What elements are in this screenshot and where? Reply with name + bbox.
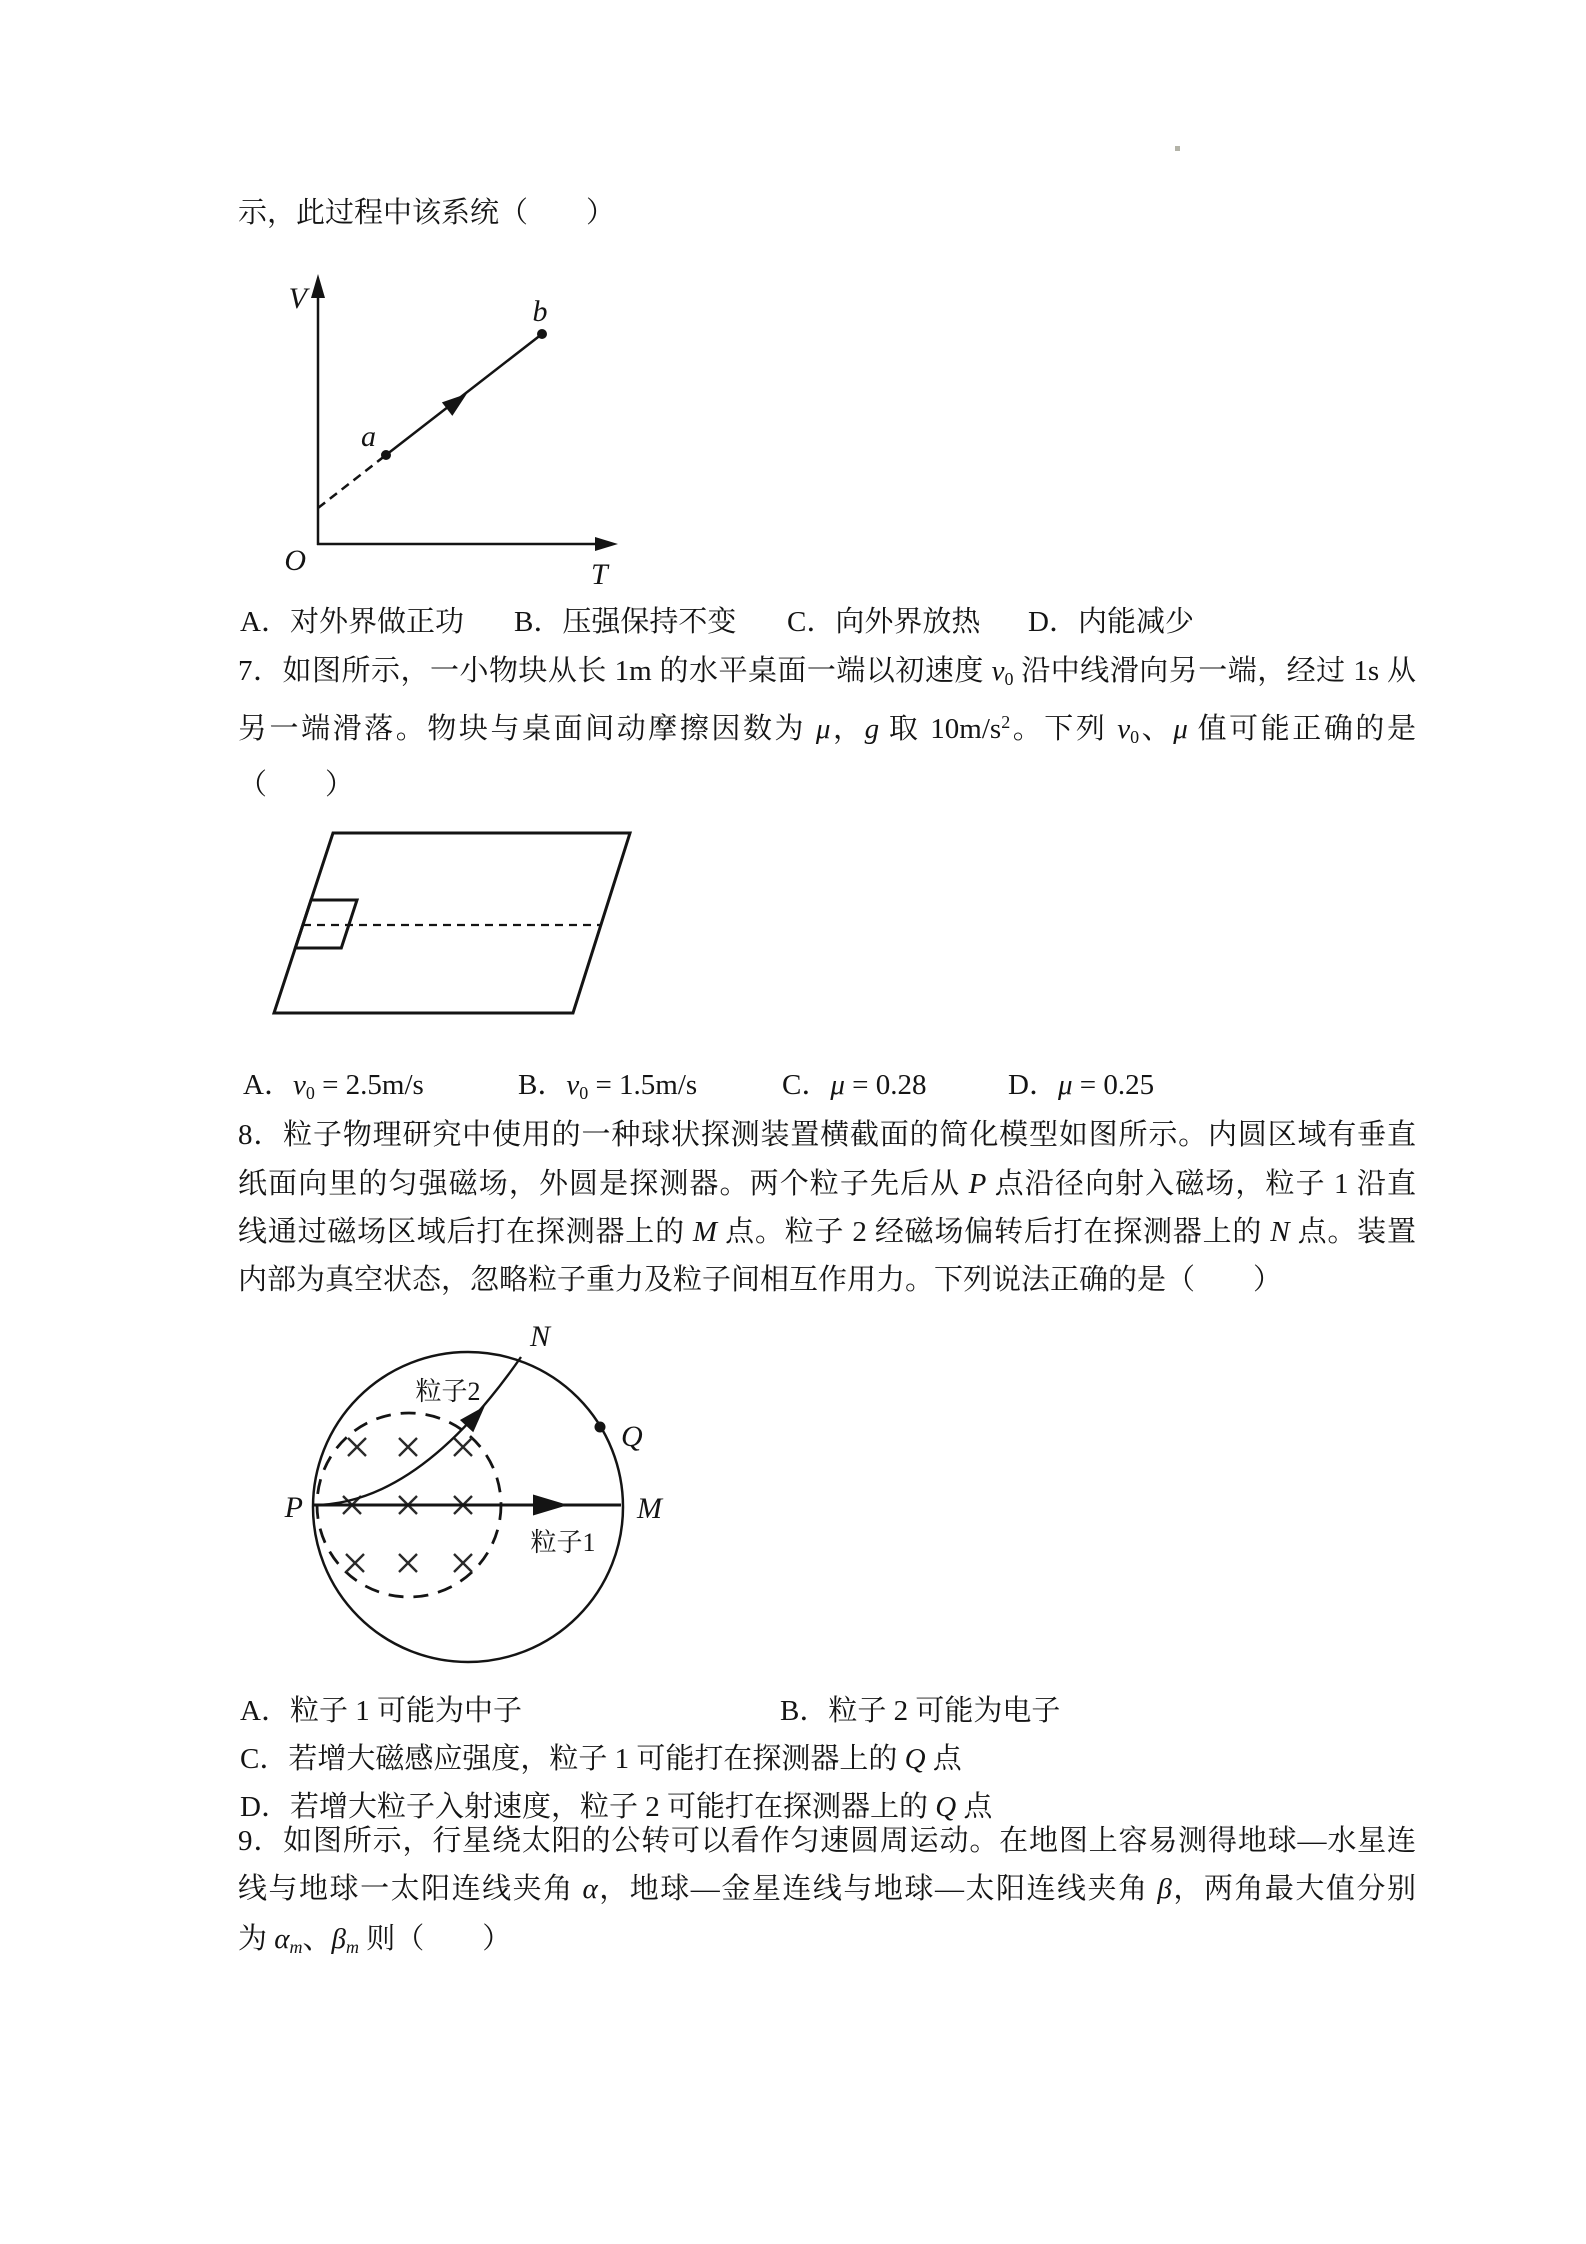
q6-option-b: B．压强保持不变: [514, 606, 737, 638]
q8-line2: 纸面向里的匀强磁场，外圆是探测器。两个粒子先后从 P 点沿径向射入磁场，粒子 1 沿直: [238, 1168, 1416, 1200]
q6-stem-tail: 示，此过程中该系统（ ）: [238, 197, 616, 229]
vt-point-a-dot: [381, 450, 391, 460]
q8-detector-diagram: [248, 1316, 682, 1682]
stray-scan-mark: [1175, 146, 1180, 151]
q8-line1: 8．粒子物理研究中使用的一种球状探测装置横截面的简化模型如图所示。内圆区域有垂直: [238, 1119, 1416, 1151]
q9-line2: 线与地球一太阳连线夹角 α，地球—金星连线与地球—太阳连线夹角 β，两角最大值分别: [238, 1873, 1416, 1905]
q8-line4: 内部为真空状态，忽略粒子重力及粒子间相互作用力。下列说法正确的是（ ）: [238, 1264, 1283, 1296]
q7-line3: （ ）: [238, 769, 355, 801]
point-q-dot: [595, 1422, 606, 1433]
table-surface: [274, 833, 630, 1013]
vt-v-label: V: [288, 282, 307, 315]
q6-option-d: D．内能减少: [1028, 606, 1194, 638]
q7-option-c: C．μ = 0.28: [782, 1069, 927, 1101]
point-m-label: M: [637, 1492, 662, 1525]
particle2-label: 粒子2: [415, 1377, 481, 1406]
vt-process-solid-segment: [386, 334, 542, 455]
q6-option-c: C．向外界放热: [787, 606, 981, 638]
vt-x-axis-arrowhead-icon: [595, 537, 618, 551]
vt-t-label: T: [591, 558, 608, 591]
particle1-label: 粒子1: [530, 1528, 596, 1557]
q6-vt-graph: [268, 270, 630, 591]
q8-option-d: D．若增大粒子入射速度，粒子 2 可能打在探测器上的 Q 点: [240, 1791, 993, 1823]
q7-line1: 7．如图所示，一小物块从长 1m 的水平桌面一端以初速度 $v_0$ 沿中线滑向另一端，经过 1s 从: [238, 655, 1416, 690]
block-on-table: [295, 900, 357, 948]
q7-option-b: B．$v_0 = 1.5m/s$: [518, 1069, 698, 1104]
vt-process-dashed-segment: [318, 455, 386, 508]
point-n-label: N: [529, 1320, 551, 1353]
particle1-arrowhead-icon: [533, 1495, 568, 1516]
vt-y-axis-arrowhead-icon: [311, 274, 325, 298]
q8-option-a: A．粒子 1 可能为中子: [240, 1695, 522, 1727]
q7-line2: 另一端滑落。物块与桌面间动摩擦因数为 μ，g 取 $10m/s^2$。下列 $v_0$、μ 值可能正确的是: [238, 712, 1416, 748]
q9-line1: 9．如图所示，行星绕太阳的公转可以看作匀速圆周运动。在地图上容易测得地球—水星连: [238, 1825, 1416, 1857]
q7-table-diagram: [258, 820, 652, 1024]
vt-point-a-label: a: [361, 420, 376, 453]
q7-option-a: A．$v_0 = 2.5m/s$: [243, 1069, 424, 1104]
point-p-label: P: [284, 1491, 303, 1524]
q8-option-b: B．粒子 2 可能为电子: [780, 1695, 1061, 1727]
vt-point-b-label: b: [532, 295, 548, 328]
vt-origin-label: O: [284, 544, 306, 577]
vt-point-b-dot: [537, 329, 547, 339]
q7-option-d: D．μ = 0.25: [1008, 1069, 1155, 1101]
q8-option-c: C．若增大磁感应强度，粒子 1 可能打在探测器上的 Q 点: [240, 1743, 962, 1775]
q9-line3: 为 $\alpha_m$、$\beta_m$ 则（ ）: [238, 1923, 512, 1958]
point-q-label: Q: [621, 1420, 643, 1453]
q8-line3: 线通过磁场区域后打在探测器上的 M 点。粒子 2 经磁场偏转后打在探测器上的 N 点。装置: [238, 1216, 1416, 1248]
q6-option-a: A．对外界做正功: [240, 606, 464, 638]
